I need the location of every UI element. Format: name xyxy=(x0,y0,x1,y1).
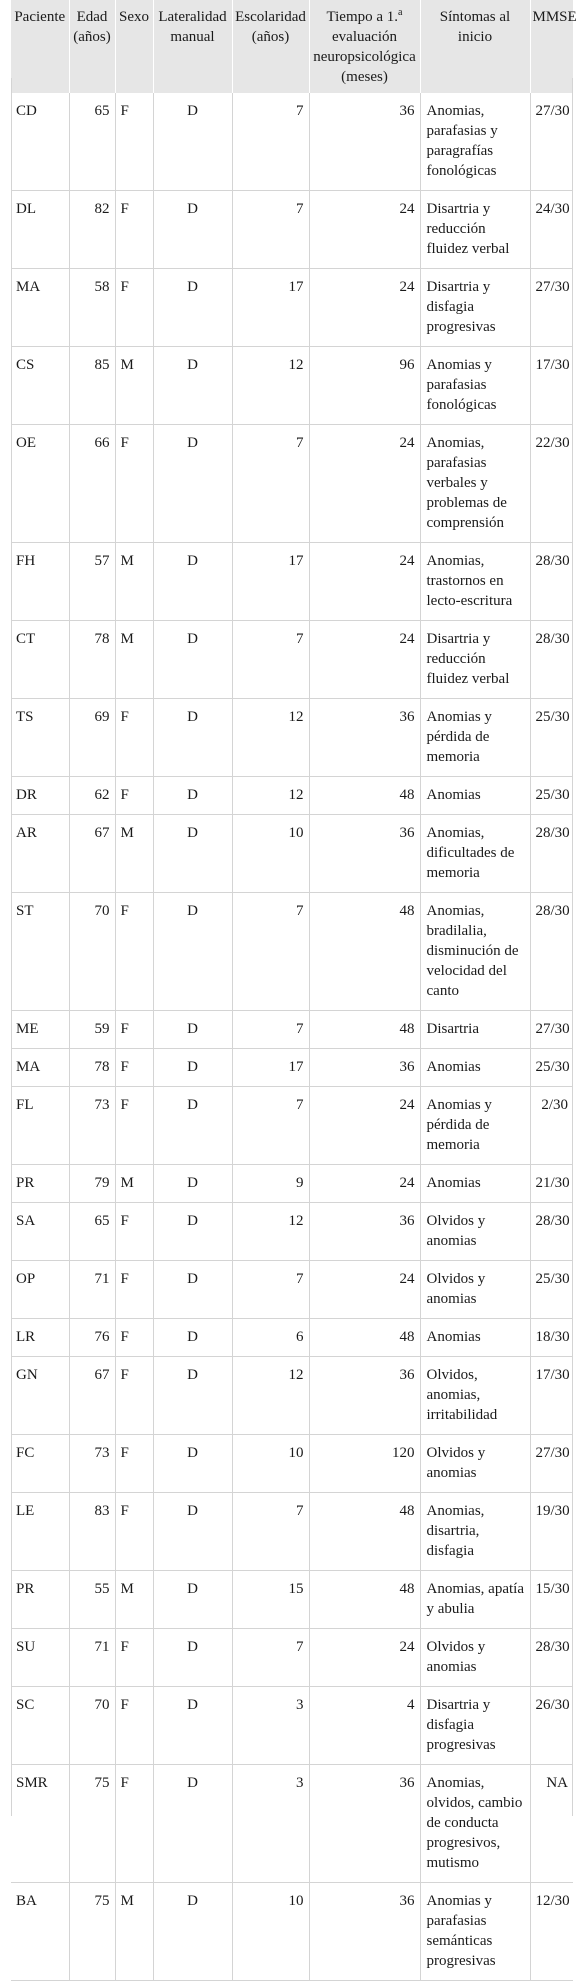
cell-lateralidad: D xyxy=(153,425,232,543)
cell-lateralidad: D xyxy=(153,269,232,347)
cell-sexo: F xyxy=(115,1203,153,1261)
cell-lateralidad: D xyxy=(153,893,232,1011)
cell-tiempo: 36 xyxy=(309,815,420,893)
table-left-border xyxy=(11,78,12,1816)
cell-sintomas: Disartria xyxy=(420,1011,530,1049)
cell-tiempo: 48 xyxy=(309,1571,420,1629)
table-row xyxy=(11,1203,573,1261)
cell-edad: 59 xyxy=(69,1011,115,1049)
cell-paciente: OP xyxy=(11,1261,69,1319)
cell-edad: 78 xyxy=(69,1049,115,1087)
cell-paciente: LE xyxy=(11,1493,69,1571)
cell-edad: 65 xyxy=(69,1203,115,1261)
table-right-border xyxy=(572,78,573,1816)
cell-sintomas: Disartria y disfagia progresivas xyxy=(420,1687,530,1765)
cell-mmse: NA xyxy=(530,1765,573,1883)
cell-tiempo: 36 xyxy=(309,1357,420,1435)
cell-paciente: CD xyxy=(11,93,69,191)
cell-tiempo: 24 xyxy=(309,1087,420,1165)
header-escolaridad: Escolaridad (años) xyxy=(232,0,309,93)
cell-paciente: ST xyxy=(11,893,69,1011)
cell-edad: 75 xyxy=(69,1765,115,1883)
cell-paciente: LR xyxy=(11,1319,69,1357)
cell-escolaridad: 7 xyxy=(232,1629,309,1687)
cell-lateralidad: D xyxy=(153,93,232,191)
cell-lateralidad: D xyxy=(153,1493,232,1571)
cell-edad: 62 xyxy=(69,777,115,815)
cell-edad: 55 xyxy=(69,1571,115,1629)
cell-sintomas: Anomias y pérdida de memoria xyxy=(420,699,530,777)
cell-lateralidad: D xyxy=(153,1049,232,1087)
cell-edad: 76 xyxy=(69,1319,115,1357)
cell-edad: 82 xyxy=(69,191,115,269)
cell-mmse: 12/30 xyxy=(530,1883,573,1981)
header-paciente: Paciente xyxy=(11,0,69,93)
cell-sintomas: Anomias, olvidos, cambio de conducta progresivos, mutismo xyxy=(420,1765,530,1883)
cell-edad: 71 xyxy=(69,1629,115,1687)
cell-sexo: F xyxy=(115,1319,153,1357)
cell-tiempo: 24 xyxy=(309,269,420,347)
cell-tiempo: 24 xyxy=(309,1165,420,1203)
cell-sexo: F xyxy=(115,1049,153,1087)
table-row xyxy=(11,815,573,893)
cell-mmse: 28/30 xyxy=(530,815,573,893)
cell-escolaridad: 3 xyxy=(232,1765,309,1883)
cell-mmse: 25/30 xyxy=(530,699,573,777)
cell-tiempo: 120 xyxy=(309,1435,420,1493)
table-row xyxy=(11,1629,573,1687)
cell-escolaridad: 7 xyxy=(232,1493,309,1571)
patients-table xyxy=(11,0,577,1981)
cell-paciente: BA xyxy=(11,1883,69,1981)
cell-sintomas: Anomias xyxy=(420,777,530,815)
table-row xyxy=(11,1571,573,1629)
cell-sexo: F xyxy=(115,777,153,815)
table-row xyxy=(11,777,573,815)
cell-tiempo: 24 xyxy=(309,621,420,699)
cell-escolaridad: 7 xyxy=(232,93,309,191)
cell-mmse: 28/30 xyxy=(530,543,573,621)
cell-tiempo: 24 xyxy=(309,543,420,621)
cell-edad: 67 xyxy=(69,1357,115,1435)
cell-paciente: SC xyxy=(11,1687,69,1765)
cell-edad: 70 xyxy=(69,1687,115,1765)
table-row xyxy=(11,1319,573,1357)
cell-lateralidad: D xyxy=(153,1571,232,1629)
cell-sexo: F xyxy=(115,1629,153,1687)
header-tiempo xyxy=(309,0,420,93)
cell-paciente: FC xyxy=(11,1435,69,1493)
cell-escolaridad: 3 xyxy=(232,1687,309,1765)
cell-tiempo: 36 xyxy=(309,699,420,777)
cell-escolaridad: 6 xyxy=(232,1319,309,1357)
cell-paciente: CT xyxy=(11,621,69,699)
cell-edad: 70 xyxy=(69,893,115,1011)
cell-mmse: 18/30 xyxy=(530,1319,573,1357)
cell-mmse: 15/30 xyxy=(530,1571,573,1629)
cell-escolaridad: 15 xyxy=(232,1571,309,1629)
cell-tiempo: 48 xyxy=(309,893,420,1011)
cell-mmse: 25/30 xyxy=(530,777,573,815)
cell-lateralidad: D xyxy=(153,1357,232,1435)
table-row xyxy=(11,543,573,621)
table-row xyxy=(11,1087,573,1165)
cell-tiempo: 36 xyxy=(309,1203,420,1261)
table-header xyxy=(11,0,577,93)
cell-edad: 73 xyxy=(69,1087,115,1165)
cell-sintomas: Anomias y parafasias fonológicas xyxy=(420,347,530,425)
cell-escolaridad: 9 xyxy=(232,1165,309,1203)
cell-sintomas: Olvidos y anomias xyxy=(420,1203,530,1261)
cell-paciente: ME xyxy=(11,1011,69,1049)
cell-sexo: M xyxy=(115,1883,153,1981)
cell-sintomas: Olvidos, anomias, irritabilidad xyxy=(420,1357,530,1435)
cell-sexo: F xyxy=(115,1687,153,1765)
cell-escolaridad: 17 xyxy=(232,269,309,347)
table-row xyxy=(11,1165,573,1203)
cell-mmse: 21/30 xyxy=(530,1165,573,1203)
cell-paciente: MA xyxy=(11,1049,69,1087)
cell-tiempo: 96 xyxy=(309,347,420,425)
table-row xyxy=(11,1011,573,1049)
cell-sexo: F xyxy=(115,1435,153,1493)
cell-sintomas: Anomias, parafasias y paragrafías fonológicas xyxy=(420,93,530,191)
cell-sintomas: Anomias, bradilalia, disminución de velocidad del canto xyxy=(420,893,530,1011)
cell-sintomas: Olvidos y anomias xyxy=(420,1435,530,1493)
table-row xyxy=(11,1883,573,1981)
cell-edad: 75 xyxy=(69,1883,115,1981)
cell-mmse: 27/30 xyxy=(530,1011,573,1049)
cell-escolaridad: 17 xyxy=(232,1049,309,1087)
cell-tiempo: 48 xyxy=(309,777,420,815)
cell-escolaridad: 12 xyxy=(232,1203,309,1261)
cell-edad: 66 xyxy=(69,425,115,543)
cell-tiempo: 36 xyxy=(309,1049,420,1087)
cell-paciente: PR xyxy=(11,1571,69,1629)
table-row xyxy=(11,191,573,269)
header-edad: Edad (años) xyxy=(69,0,115,93)
cell-escolaridad: 12 xyxy=(232,1357,309,1435)
cell-tiempo: 48 xyxy=(309,1011,420,1049)
cell-mmse: 17/30 xyxy=(530,1357,573,1435)
cell-edad: 65 xyxy=(69,93,115,191)
cell-mmse: 27/30 xyxy=(530,269,573,347)
cell-mmse: 19/30 xyxy=(530,1493,573,1571)
cell-escolaridad: 7 xyxy=(232,191,309,269)
cell-lateralidad: D xyxy=(153,1319,232,1357)
cell-lateralidad: D xyxy=(153,191,232,269)
cell-escolaridad: 12 xyxy=(232,699,309,777)
table-row xyxy=(11,347,573,425)
header-tiempo-post: evaluación neuropsicológica (meses) xyxy=(313,29,416,85)
header-sexo: Sexo xyxy=(115,0,153,93)
cell-escolaridad: 12 xyxy=(232,777,309,815)
cell-escolaridad: 7 xyxy=(232,1087,309,1165)
cell-sexo: F xyxy=(115,425,153,543)
cell-paciente: MA xyxy=(11,269,69,347)
cell-sexo: F xyxy=(115,1357,153,1435)
cell-lateralidad: D xyxy=(153,1765,232,1883)
cell-sexo: F xyxy=(115,699,153,777)
cell-mmse: 25/30 xyxy=(530,1261,573,1319)
cell-lateralidad: D xyxy=(153,1883,232,1981)
cell-lateralidad: D xyxy=(153,621,232,699)
cell-edad: 85 xyxy=(69,347,115,425)
cell-paciente: OE xyxy=(11,425,69,543)
table-row xyxy=(11,425,573,543)
cell-mmse: 28/30 xyxy=(530,893,573,1011)
cell-escolaridad: 7 xyxy=(232,425,309,543)
table-row xyxy=(11,699,573,777)
cell-mmse: 27/30 xyxy=(530,93,573,191)
cell-lateralidad: D xyxy=(153,815,232,893)
cell-mmse: 2/30 xyxy=(530,1087,573,1165)
cell-sintomas: Anomias, dificultades de memoria xyxy=(420,815,530,893)
cell-sintomas: Anomias, apatía y abulia xyxy=(420,1571,530,1629)
cell-sexo: F xyxy=(115,893,153,1011)
cell-sexo: F xyxy=(115,1087,153,1165)
cell-paciente: FL xyxy=(11,1087,69,1165)
cell-sexo: F xyxy=(115,191,153,269)
cell-mmse: 28/30 xyxy=(530,1629,573,1687)
cell-paciente: CS xyxy=(11,347,69,425)
cell-sintomas: Olvidos y anomias xyxy=(420,1261,530,1319)
cell-lateralidad: D xyxy=(153,1435,232,1493)
cell-sintomas: Anomias xyxy=(420,1049,530,1087)
cell-escolaridad: 10 xyxy=(232,815,309,893)
table-row xyxy=(11,1261,573,1319)
cell-lateralidad: D xyxy=(153,1087,232,1165)
cell-tiempo: 36 xyxy=(309,1883,420,1981)
cell-lateralidad: D xyxy=(153,699,232,777)
table-row xyxy=(11,621,573,699)
cell-sexo: M xyxy=(115,1165,153,1203)
table-row xyxy=(11,1687,573,1765)
cell-paciente: SA xyxy=(11,1203,69,1261)
cell-tiempo: 48 xyxy=(309,1319,420,1357)
cell-sexo: M xyxy=(115,347,153,425)
cell-sintomas: Disartria y disfagia progresivas xyxy=(420,269,530,347)
cell-sintomas: Anomias, disartria, disfagia xyxy=(420,1493,530,1571)
cell-edad: 67 xyxy=(69,815,115,893)
cell-lateralidad: D xyxy=(153,1011,232,1049)
cell-sexo: F xyxy=(115,93,153,191)
cell-edad: 57 xyxy=(69,543,115,621)
table-row xyxy=(11,1765,573,1883)
cell-escolaridad: 12 xyxy=(232,347,309,425)
cell-mmse: 22/30 xyxy=(530,425,573,543)
cell-edad: 78 xyxy=(69,621,115,699)
table-row xyxy=(11,1435,573,1493)
cell-edad: 71 xyxy=(69,1261,115,1319)
cell-lateralidad: D xyxy=(153,543,232,621)
cell-paciente: SU xyxy=(11,1629,69,1687)
cell-paciente: TS xyxy=(11,699,69,777)
cell-edad: 58 xyxy=(69,269,115,347)
cell-escolaridad: 7 xyxy=(232,1011,309,1049)
cell-paciente: DR xyxy=(11,777,69,815)
cell-lateralidad: D xyxy=(153,1629,232,1687)
cell-paciente: PR xyxy=(11,1165,69,1203)
cell-sintomas: Anomias, parafasias verbales y problemas de comprensión xyxy=(420,425,530,543)
table-row xyxy=(11,1357,573,1435)
cell-tiempo: 24 xyxy=(309,425,420,543)
cell-sintomas: Anomias, trastornos en lecto-escritura xyxy=(420,543,530,621)
table-row xyxy=(11,269,573,347)
cell-paciente: DL xyxy=(11,191,69,269)
cell-mmse: 24/30 xyxy=(530,191,573,269)
cell-mmse: 25/30 xyxy=(530,1049,573,1087)
cell-paciente: AR xyxy=(11,815,69,893)
cell-mmse: 17/30 xyxy=(530,347,573,425)
cell-tiempo: 36 xyxy=(309,93,420,191)
cell-sintomas: Anomias y parafasias semánticas progresivas xyxy=(420,1883,530,1981)
header-mmse: MMSE xyxy=(530,0,573,93)
cell-escolaridad: 7 xyxy=(232,1261,309,1319)
cell-tiempo: 24 xyxy=(309,1261,420,1319)
cell-tiempo: 48 xyxy=(309,1493,420,1571)
cell-lateralidad: D xyxy=(153,1165,232,1203)
header-tiempo-sup: a xyxy=(398,7,403,18)
cell-lateralidad: D xyxy=(153,1203,232,1261)
cell-edad: 79 xyxy=(69,1165,115,1203)
table-row xyxy=(11,1493,573,1571)
cell-sintomas: Anomias xyxy=(420,1319,530,1357)
cell-mmse: 28/30 xyxy=(530,1203,573,1261)
header-lateralidad: Lateralidad manual xyxy=(153,0,232,93)
cell-mmse: 26/30 xyxy=(530,1687,573,1765)
table-row xyxy=(11,93,573,191)
cell-edad: 69 xyxy=(69,699,115,777)
cell-sexo: F xyxy=(115,1011,153,1049)
cell-edad: 83 xyxy=(69,1493,115,1571)
cell-paciente: FH xyxy=(11,543,69,621)
cell-edad: 73 xyxy=(69,1435,115,1493)
cell-sintomas: Olvidos y anomias xyxy=(420,1629,530,1687)
cell-escolaridad: 7 xyxy=(232,893,309,1011)
table-body xyxy=(11,93,573,1981)
cell-paciente: GN xyxy=(11,1357,69,1435)
cell-sintomas: Anomias y pérdida de memoria xyxy=(420,1087,530,1165)
table-row xyxy=(11,893,573,1011)
cell-sexo: F xyxy=(115,1493,153,1571)
cell-lateralidad: D xyxy=(153,1687,232,1765)
cell-mmse: 27/30 xyxy=(530,1435,573,1493)
cell-sexo: M xyxy=(115,621,153,699)
cell-lateralidad: D xyxy=(153,1261,232,1319)
header-tiempo-pre: Tiempo a 1. xyxy=(326,9,399,25)
cell-escolaridad: 7 xyxy=(232,621,309,699)
cell-tiempo: 4 xyxy=(309,1687,420,1765)
cell-sexo: M xyxy=(115,1571,153,1629)
cell-sexo: F xyxy=(115,269,153,347)
header-row xyxy=(11,0,573,93)
cell-lateralidad: D xyxy=(153,777,232,815)
cell-tiempo: 24 xyxy=(309,1629,420,1687)
cell-sexo: F xyxy=(115,1765,153,1883)
cell-lateralidad: D xyxy=(153,347,232,425)
cell-sexo: F xyxy=(115,1261,153,1319)
cell-mmse: 28/30 xyxy=(530,621,573,699)
cell-sintomas: Anomias xyxy=(420,1165,530,1203)
cell-escolaridad: 10 xyxy=(232,1883,309,1981)
cell-sexo: M xyxy=(115,543,153,621)
header-sintomas: Síntomas al inicio xyxy=(420,0,530,93)
cell-sintomas: Disartria y reducción fluidez verbal xyxy=(420,621,530,699)
cell-tiempo: 24 xyxy=(309,191,420,269)
cell-tiempo: 36 xyxy=(309,1765,420,1883)
cell-sintomas: Disartria y reducción fluidez verbal xyxy=(420,191,530,269)
table-row xyxy=(11,1049,573,1087)
cell-escolaridad: 10 xyxy=(232,1435,309,1493)
cell-escolaridad: 17 xyxy=(232,543,309,621)
cell-sexo: M xyxy=(115,815,153,893)
cell-paciente: SMR xyxy=(11,1765,69,1883)
